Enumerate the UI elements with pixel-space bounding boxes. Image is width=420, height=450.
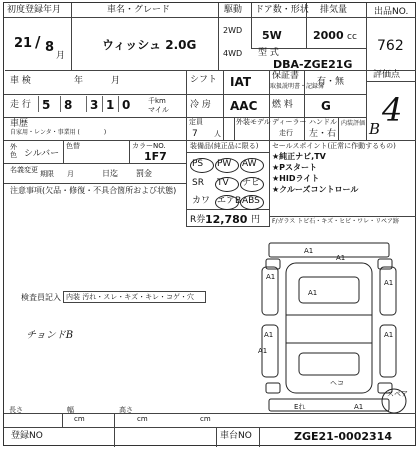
rule	[71, 3, 72, 71]
length-label: 長さ	[9, 406, 23, 414]
deadline-day: 日迄	[102, 169, 118, 178]
dealer-label: ディーラー	[272, 118, 307, 126]
shaken-month-unit: 月	[111, 76, 121, 86]
warranty-label: 保証書	[272, 71, 300, 81]
rule	[338, 117, 339, 141]
drive-4wd: 4WD	[223, 49, 243, 58]
equipment-circle-mark	[240, 158, 264, 173]
rule	[218, 3, 219, 71]
score-label: 評価点	[373, 70, 401, 80]
capacity-unit: 人	[214, 130, 221, 138]
chassis-no-label: 車台NO	[220, 431, 252, 441]
equipment-item: PW	[217, 159, 232, 169]
mileage-digit: 5	[38, 96, 52, 112]
equipment-item: エアB	[217, 196, 242, 206]
equipment-item: カワ	[192, 196, 211, 206]
width-label: 幅	[67, 406, 74, 414]
shaken-label: 車 検	[10, 76, 31, 86]
interior-score-label: 内装評価	[341, 120, 366, 127]
rule	[269, 216, 416, 217]
model-code: DBA-ZGE21G	[273, 58, 353, 71]
aircon-value: AAC	[230, 99, 258, 113]
sales-point-item: ★クルーズコントロール	[272, 185, 359, 194]
color-change-label: 外装モデル	[236, 118, 271, 126]
penalty-label: 罰金	[136, 169, 152, 178]
rule	[234, 117, 235, 141]
recycle-unit: 円	[251, 215, 261, 225]
rule	[223, 70, 224, 140]
equipment-item: ナビ	[242, 178, 261, 188]
first-registration-label: 初度登録年月	[7, 5, 62, 15]
lot-number-label: 出品NO.	[374, 7, 409, 17]
rule	[4, 94, 366, 95]
sales-points-list	[272, 153, 358, 194]
damage-mark: A1	[304, 247, 314, 255]
equipment-circle-mark	[215, 195, 242, 210]
chassis-no-value: ZGE21-0002314	[294, 430, 392, 443]
equipment-item: ABS	[242, 196, 260, 206]
shift-label: シフト	[190, 75, 218, 85]
history-options: 自家用・レンタ・事業用 ( )	[10, 129, 107, 136]
sales-point-item: ★純正ナビ,TV	[272, 152, 326, 161]
rule	[366, 3, 367, 141]
rule	[251, 3, 252, 49]
mileage-digit: 1	[102, 96, 116, 112]
month-unit: 月	[56, 51, 66, 61]
rule	[186, 152, 269, 153]
damage-mark: Eれ	[294, 403, 306, 411]
mileage-unit-mile: マイル	[148, 106, 169, 114]
damage-mark: A1	[264, 331, 274, 339]
rule	[114, 427, 115, 447]
sales-point-item: ★Pスタート	[272, 163, 318, 172]
equipment-circle-mark	[240, 195, 264, 210]
rule	[304, 70, 305, 140]
windshield-check-label: F/ガラス トビ石・キズ・ヒビ・ワレ・リペア跡	[272, 218, 399, 225]
rule	[186, 70, 187, 227]
rule	[129, 140, 130, 164]
registration-separator: /	[35, 33, 41, 51]
drive-2wd: 2WD	[223, 26, 243, 35]
displacement-label: 排気量	[320, 5, 348, 15]
damage-mark: A1	[266, 273, 276, 281]
car-damage-diagram	[244, 233, 414, 413]
warranty-sub-label: 取扱説明書・記録簿	[270, 83, 325, 90]
inspector-tabs-text: 内装 汚れ・スレ・キズ・キレ・コゲ・穴	[66, 293, 195, 301]
equipment-item: AW	[242, 159, 257, 169]
rule	[4, 17, 416, 18]
equipment-item: PS	[192, 159, 204, 169]
rule	[5, 70, 416, 71]
recycle-value: 12,780	[205, 213, 248, 226]
car-front-bumper	[269, 243, 389, 257]
color-code-label: カラーNO.	[132, 142, 166, 150]
equipment-circle-mark	[240, 177, 264, 192]
handle-label: ハンドル	[309, 118, 337, 126]
length-unit: cm	[74, 415, 85, 423]
mileage-digit: 8	[60, 96, 74, 112]
rule	[4, 427, 416, 428]
car-right-front-door	[380, 267, 396, 315]
car-name-label: 車名・グレード	[107, 5, 171, 15]
caution-label: 注意事項(欠品・修復・不具合箇所および状態)	[10, 186, 177, 195]
rule	[62, 413, 63, 428]
interior-score-value: B	[369, 120, 381, 138]
damage-mark: A1	[308, 289, 318, 297]
fuel-label: 燃 料	[272, 100, 293, 110]
rule	[63, 140, 64, 164]
aircon-label: 冷 房	[190, 100, 211, 110]
damage-mark: A1	[384, 279, 394, 287]
rule	[259, 427, 260, 447]
damage-mark: A1	[384, 331, 394, 339]
width-unit: cm	[137, 415, 148, 423]
mileage-digit: 0	[118, 96, 132, 112]
rule	[366, 81, 416, 82]
equipment-label: 装備品(純正品に限る)	[190, 142, 259, 150]
equipment-item: TV	[217, 178, 229, 188]
rule	[269, 70, 270, 227]
capacity-label: 定員	[189, 118, 203, 126]
rule	[216, 427, 217, 447]
inspector-note: チョンドB	[26, 330, 74, 341]
damage-mark: A1	[354, 403, 364, 411]
deadline-label: 期限	[40, 170, 54, 178]
sales-point-item: ★HIDライト	[272, 174, 320, 183]
recycle-label: R券	[190, 215, 206, 225]
model-label: 型 式	[258, 48, 279, 58]
car-rear-window	[299, 353, 359, 375]
shaken-year-unit: 年	[74, 76, 84, 86]
score-value: 4	[382, 91, 403, 129]
damage-mark: ヘコ	[330, 379, 344, 387]
equipment-item: SR	[192, 178, 204, 188]
height-unit: cm	[200, 415, 211, 423]
drive-label: 駆動	[224, 5, 243, 15]
fuel-value: G	[321, 99, 331, 113]
capacity-value: 7	[192, 129, 198, 139]
auction-sheet	[3, 2, 416, 446]
doors-label: ドア数・形状	[255, 5, 309, 15]
rule	[4, 140, 416, 141]
equipment-circle-mark	[215, 177, 239, 192]
warranty-value: 有・無	[317, 77, 345, 87]
exterior-color-value: シルバー	[24, 149, 60, 159]
displacement-unit: cc	[347, 32, 357, 42]
sales-points-label: セールスポイント(正常に作動するもの)	[272, 142, 396, 150]
equipment-circle-mark	[215, 158, 239, 173]
damage-mark: A1	[258, 347, 268, 355]
rule	[4, 413, 416, 414]
registration-no-label: 登録NO	[11, 431, 43, 441]
doors-value: 5W	[262, 29, 282, 42]
mileage-digit: 3	[86, 96, 100, 112]
dealer-value: 走行	[279, 129, 293, 137]
rule	[4, 183, 186, 184]
deadline-month: 月	[67, 170, 74, 178]
rule	[114, 413, 115, 428]
car-name-grade: ウィッシュ 2.0G	[102, 38, 197, 52]
damage-mark: A1	[336, 254, 346, 262]
registration-month: 8	[45, 40, 55, 55]
car-rear-bumper	[269, 399, 389, 411]
height-label: 高さ	[119, 406, 133, 414]
rule	[186, 226, 269, 227]
displacement-value: 2000	[313, 29, 344, 42]
lot-number: 762	[377, 38, 404, 54]
car-left-rear-wheel	[266, 383, 280, 393]
shift-value: IAT	[230, 75, 252, 89]
registration-year: 21	[14, 36, 33, 51]
inspector-label: 検査員記入	[21, 293, 61, 302]
spare-label: スペア	[387, 390, 408, 398]
handle-value: 左・右	[309, 129, 337, 139]
color-change-flag-label: 色替	[66, 142, 80, 150]
history-label: 車歴	[10, 119, 29, 129]
mileage-unit-km: 千km	[148, 97, 166, 105]
equipment-circle-mark	[190, 158, 214, 173]
mileage-label: 走 行	[10, 100, 31, 110]
exterior-color-label: 外色	[10, 143, 17, 159]
color-code-value: 1F7	[144, 150, 167, 163]
name-change-label: 名義変更	[10, 166, 38, 174]
rule	[4, 163, 186, 164]
